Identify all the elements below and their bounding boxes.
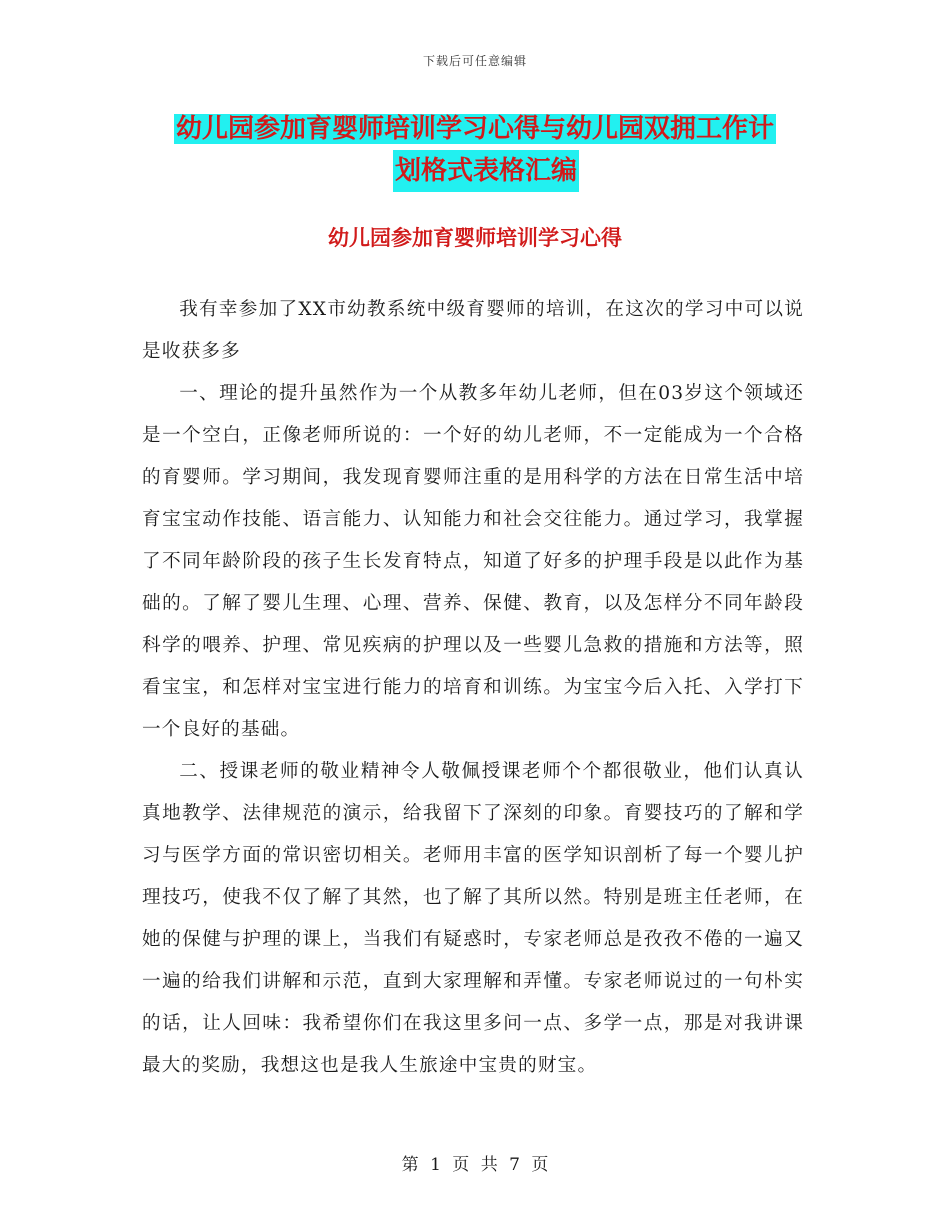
section-title: 幼儿园参加育婴师培训学习心得 <box>328 226 622 250</box>
paragraph-theory: 一、理论的提升虽然作为一个从教多年幼儿老师，但在03岁这个领域还是一个空白，正像老师所说的：一个好的幼儿老师，不一定能成为一个合格的育婴师。学习期间，我发现育婴师注重的是用科学的方法在日常生活中培育宝宝动作技能、语言能力、认知能力和社会交往能力。通过学习，我掌握了不同年龄阶段的孩子生长发育特点，知道了好多的护理手段是以此作为基础的。了解了婴儿生理、心理、营养、保健、教育，以及怎样分不同年龄段科学的喂养、护理、常见疾病的护理以及一些婴儿急救的措施和方法等，照看宝宝，和怎样对宝宝进行能力的培育和训练。为宝宝今后入托、入学打下一个良好的基础。 <box>142 383 804 740</box>
paragraph-teachers: 二、授课老师的敬业精神令人敬佩授课老师个个都很敬业，他们认真认真地教学、法律规范的演示，给我留下了深刻的印象。育婴技巧的了解和学习与医学方面的常识密切相关。老师用丰富的医学知识剖析了每一个婴儿护理技巧，使我不仅了解了其然，也了解了其所以然。特别是班主任老师，在她的保健与护理的课上，当我们有疑惑时，专家老师总是孜孜不倦的一遍又一遍的给我们讲解和示范，直到大家理解和弄懂。专家老师说过的一句朴实的话，让人回味：我希望你们在我这里多问一点、多学一点，那是对我讲课最大的奖励，我想这也是我人生旅途中宝贵的财宝。 <box>142 761 804 1076</box>
document-title <box>0 108 950 192</box>
body-text <box>142 289 804 1087</box>
title-line-1: 幼儿园参加育婴师培训学习心得与幼儿园双拥工作计 <box>175 114 774 144</box>
header-note: 下载后可任意编辑 <box>422 54 527 68</box>
paragraph-intro: 我有幸参加了XX市幼教系统中级育婴师的培训，在这次的学习中可以说是收获多多 <box>142 299 804 362</box>
page-footer: 第 1 页 共 7 页 <box>401 1155 549 1175</box>
title-line-2: 划格式表格汇编 <box>393 150 579 192</box>
